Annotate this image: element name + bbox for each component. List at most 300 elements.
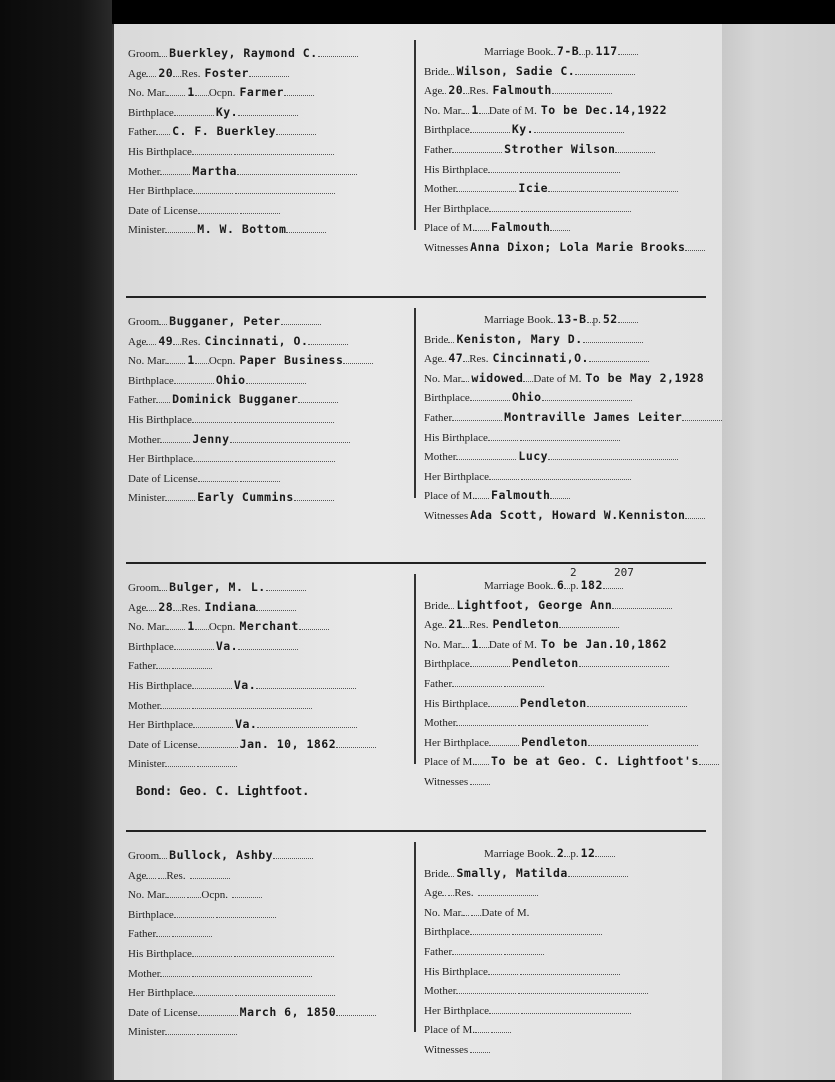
- label-mother: Mother: [424, 451, 457, 464]
- record-divider: [126, 296, 706, 298]
- dotted-fill-line: [167, 897, 185, 898]
- groom-row: [128, 46, 358, 64]
- bride-row: [424, 64, 635, 82]
- groom-date-of-license: March 6, 1850: [239, 1004, 337, 1019]
- groom-date-of-license: Jan. 10, 1862: [239, 736, 337, 751]
- label-father: Father: [128, 394, 157, 407]
- bride-place-of-m-row: [424, 488, 570, 506]
- dotted-fill-line: [286, 232, 326, 233]
- bride-date-of-m: To be Dec.14,1922: [540, 102, 668, 117]
- dotted-fill-line: [156, 402, 170, 403]
- dotted-fill-line: [550, 230, 570, 231]
- dotted-fill-line: [190, 878, 230, 879]
- label-mother: Mother: [128, 433, 161, 446]
- dotted-fill-line: [456, 191, 516, 192]
- dotted-fill-line: [452, 686, 502, 687]
- groom-no-mar: 1: [187, 619, 195, 634]
- dotted-fill-line: [195, 363, 209, 364]
- groom-res: Indiana: [204, 599, 257, 614]
- dotted-fill-line: [448, 342, 454, 343]
- bride-no-mar-row: [424, 371, 704, 389]
- groom-father: C. F. Buerkley: [172, 124, 277, 139]
- dotted-fill-line: [615, 152, 655, 153]
- label-mother: Mother: [128, 699, 161, 712]
- groom-father-row: [128, 124, 316, 142]
- dotted-fill-line: [521, 211, 631, 212]
- dotted-fill-line: [478, 895, 538, 896]
- dotted-fill-line: [165, 232, 195, 233]
- dotted-fill-line: [504, 954, 544, 955]
- label-age: Age: [424, 619, 443, 632]
- groom-name: Bugganer, Peter: [169, 314, 281, 328]
- marriage-book-number: 2: [556, 846, 565, 860]
- groom-her-birthplace-row: [128, 717, 357, 735]
- bride-name: Smally, Matilda: [456, 865, 568, 880]
- dotted-fill-line: [238, 649, 298, 650]
- dotted-fill-line: [512, 934, 602, 935]
- dotted-fill-line: [456, 725, 516, 726]
- dotted-fill-line: [470, 132, 510, 133]
- dotted-fill-line: [159, 590, 167, 591]
- dotted-fill-line: [475, 498, 489, 499]
- groom-license-row: [128, 1005, 376, 1023]
- bride-witnesses-row: [424, 774, 490, 792]
- bride-row: [424, 866, 628, 884]
- dotted-fill-line: [575, 74, 635, 75]
- bride-mother: Icie: [518, 181, 549, 196]
- groom-his-birthplace-row: [128, 144, 334, 162]
- dotted-fill-line: [618, 322, 638, 323]
- dotted-fill-line: [234, 956, 334, 957]
- groom-row: [128, 580, 306, 598]
- dotted-fill-line: [146, 878, 156, 879]
- bride-age-row: [424, 617, 619, 635]
- dotted-fill-line: [520, 974, 620, 975]
- label-res: Res.: [181, 601, 201, 614]
- dotted-fill-line: [521, 479, 631, 480]
- label-date-of-license: Date of License: [128, 472, 198, 485]
- label-minister: Minister: [128, 1026, 166, 1039]
- dotted-fill-line: [488, 706, 518, 707]
- groom-birthplace: Va.: [215, 638, 239, 653]
- label-his-birthplace: His Birthplace: [424, 163, 488, 176]
- bride-place-of-m-row: [424, 220, 570, 238]
- label-ocpn: Ocpn.: [208, 355, 236, 368]
- groom-row: [128, 848, 313, 866]
- label-no-mar: No. Mar.: [128, 889, 168, 902]
- dotted-fill-line: [174, 649, 214, 650]
- bride-place-of-m: Falmouth: [491, 488, 551, 503]
- bride-witnesses: Anna Dixon; Lola Marie Brooks: [470, 240, 686, 254]
- label-bride: Bride: [424, 65, 449, 78]
- dotted-fill-line: [198, 747, 238, 748]
- dotted-fill-line: [534, 132, 624, 133]
- label-no-mar: No. Mar.: [424, 906, 464, 919]
- label-marriage-book: Marriage Book: [484, 848, 551, 860]
- dotted-fill-line: [559, 627, 619, 628]
- dotted-fill-line: [165, 1034, 195, 1035]
- dotted-fill-line: [266, 590, 306, 591]
- label-father: Father: [424, 144, 453, 156]
- column-divider: [414, 574, 416, 764]
- dotted-fill-line: [294, 500, 334, 501]
- dotted-fill-line: [173, 76, 181, 77]
- dotted-fill-line: [160, 442, 190, 443]
- bride-father-row: [424, 142, 655, 160]
- groom-name: Bulger, M. L.: [169, 580, 266, 594]
- dotted-fill-line: [249, 76, 289, 77]
- bride-place-of-m: Falmouth: [491, 220, 551, 235]
- bride-witnesses-row: [424, 508, 705, 526]
- dotted-fill-line: [165, 500, 195, 501]
- book-number-note: 2: [570, 566, 577, 579]
- bride-no-mar-row: [424, 637, 667, 655]
- page-number-note: 207: [614, 566, 634, 579]
- label-birthplace: Birthplace: [128, 908, 174, 921]
- label-father: Father: [128, 660, 157, 673]
- label-ocpn: Ocpn.: [208, 621, 236, 634]
- label-groom: Groom: [128, 582, 160, 594]
- label-no-mar: No. Mar.: [128, 621, 168, 634]
- marriage-book-page: 12: [580, 846, 596, 860]
- column-divider: [414, 842, 416, 1032]
- bride-res: Cincinnati,O.: [492, 351, 589, 366]
- groom-her-birthplace-row: [128, 985, 335, 1003]
- groom-mother: Martha: [192, 163, 237, 178]
- label-bride: Bride: [424, 599, 449, 612]
- dotted-fill-line: [475, 230, 489, 231]
- groom-res: Foster: [204, 65, 249, 80]
- groom-age: 20: [158, 65, 174, 80]
- label-father: Father: [424, 412, 453, 424]
- record-divider: [126, 562, 706, 564]
- groom-age: 28: [158, 599, 174, 614]
- record-divider: [126, 830, 706, 832]
- label-date-of-m: Date of M.: [488, 638, 537, 651]
- dotted-fill-line: [167, 95, 185, 96]
- dotted-fill-line: [520, 440, 620, 441]
- dotted-fill-line: [240, 481, 280, 482]
- bride-witnesses-row: [424, 240, 705, 258]
- bride-his-birthplace-row: [424, 162, 620, 180]
- label-no-mar: No. Mar.: [424, 638, 464, 651]
- bride-birthplace-row: [424, 390, 632, 408]
- dotted-fill-line: [160, 708, 190, 709]
- groom-his-birthplace-row: [128, 412, 334, 430]
- label-res: Res.: [454, 887, 474, 900]
- dotted-fill-line: [246, 383, 306, 384]
- groom-birthplace: Ky.: [215, 104, 239, 119]
- bride-name: Wilson, Sadie C.: [456, 63, 576, 78]
- groom-father: Dominick Bugganer: [172, 392, 299, 407]
- marriage-record-card: [114, 566, 724, 842]
- label-no-mar: No. Mar.: [128, 355, 168, 368]
- label-age: Age: [424, 887, 443, 900]
- dotted-fill-line: [452, 152, 502, 153]
- bride-birthplace-row: [424, 924, 602, 942]
- groom-name: Buerkley, Raymond C.: [169, 46, 318, 60]
- dotted-fill-line: [548, 191, 678, 192]
- label-her-birthplace: Her Birthplace: [424, 736, 490, 749]
- label-father: Father: [128, 126, 157, 139]
- groom-mother-row: [128, 432, 350, 450]
- dotted-fill-line: [452, 954, 502, 955]
- groom-license-row: [128, 471, 280, 489]
- dotted-fill-line: [682, 420, 722, 421]
- dotted-fill-line: [193, 461, 233, 462]
- dotted-fill-line: [489, 479, 519, 480]
- label-place-of-m: Place of M.: [424, 222, 476, 235]
- dotted-fill-line: [504, 686, 544, 687]
- groom-mother-row: [128, 966, 312, 984]
- groom-mother: Jenny: [192, 431, 230, 446]
- dotted-fill-line: [192, 688, 232, 689]
- dotted-fill-line: [156, 668, 170, 669]
- marriage-record-card: [114, 40, 724, 308]
- dotted-fill-line: [551, 856, 555, 857]
- marriage-record-card: [114, 842, 724, 1082]
- label-age: Age: [128, 869, 147, 882]
- dotted-fill-line: [174, 917, 214, 918]
- dotted-fill-line: [167, 363, 185, 364]
- label-marriage-book: Marriage Book: [484, 314, 551, 326]
- dotted-fill-line: [551, 54, 555, 55]
- label-birthplace: Birthplace: [128, 106, 174, 119]
- bride-age-row: [424, 83, 612, 101]
- bride-her-birthplace-row: [424, 735, 698, 753]
- label-his-birthplace: His Birthplace: [424, 431, 488, 444]
- dotted-fill-line: [523, 381, 533, 382]
- dotted-fill-line: [198, 1015, 238, 1016]
- groom-no-mar: 1: [187, 353, 195, 368]
- label-his-birthplace: His Birthplace: [424, 965, 488, 978]
- groom-license-row: [128, 737, 376, 755]
- groom-birthplace-row: [128, 373, 306, 391]
- dotted-fill-line: [198, 481, 238, 482]
- label-res: Res.: [166, 869, 186, 882]
- dotted-fill-line: [448, 876, 454, 877]
- marriage-book-row: [484, 578, 623, 596]
- label-his-birthplace: His Birthplace: [424, 697, 488, 710]
- dotted-fill-line: [442, 627, 446, 628]
- dotted-fill-line: [685, 518, 705, 519]
- groom-father-row: [128, 658, 212, 676]
- label-age: Age: [424, 353, 443, 366]
- label-witnesses: Witnesses: [424, 510, 469, 522]
- dotted-fill-line: [146, 610, 156, 611]
- label-place-of-m: Place of M.: [424, 490, 476, 503]
- bride-his-birthplace-row: [424, 696, 687, 714]
- dotted-fill-line: [240, 213, 280, 214]
- label-no-mar: No. Mar.: [424, 104, 464, 117]
- groom-ocpn: Farmer: [239, 85, 284, 100]
- dotted-fill-line: [442, 895, 446, 896]
- marriage-book-row: [484, 312, 638, 330]
- dotted-fill-line: [618, 54, 638, 55]
- dotted-fill-line: [589, 361, 649, 362]
- dotted-fill-line: [587, 706, 687, 707]
- dotted-fill-line: [463, 113, 469, 114]
- bride-father-row: [424, 676, 544, 694]
- bride-age: 47: [448, 351, 464, 366]
- dotted-fill-line: [470, 1052, 490, 1053]
- bride-birthplace-row: [424, 122, 624, 140]
- dotted-fill-line: [491, 1032, 511, 1033]
- dotted-fill-line: [603, 588, 623, 589]
- dotted-fill-line: [174, 383, 214, 384]
- label-bride: Bride: [424, 333, 449, 346]
- dotted-fill-line: [159, 324, 167, 325]
- label-marriage-book: Marriage Book: [484, 46, 551, 58]
- bride-no-mar: 1: [471, 636, 479, 651]
- dotted-fill-line: [448, 608, 454, 609]
- groom-birthplace-row: [128, 907, 276, 925]
- groom-his-birthplace: Va.: [233, 678, 257, 692]
- bride-date-of-m: To be Jan.10,1862: [540, 636, 668, 651]
- label-birthplace: Birthplace: [424, 124, 470, 137]
- label-father: Father: [128, 928, 157, 941]
- label-birthplace: Birthplace: [128, 374, 174, 387]
- bride-her-birthplace: Pendleton: [521, 734, 588, 749]
- dotted-fill-line: [256, 688, 356, 689]
- dotted-fill-line: [471, 915, 481, 916]
- label-date-of-license: Date of License: [128, 738, 198, 751]
- marriage-book-row: [484, 846, 615, 864]
- groom-license-row: [128, 203, 280, 221]
- dotted-fill-line: [257, 727, 357, 728]
- label-date-of-m: Date of M.: [488, 104, 537, 117]
- left-border: [0, 0, 112, 1080]
- dotted-fill-line: [197, 766, 237, 767]
- label-res: Res.: [181, 67, 201, 80]
- dotted-fill-line: [318, 56, 358, 57]
- label-marriage-book: Marriage Book: [484, 580, 551, 592]
- bride-her-birthplace-row: [424, 201, 631, 219]
- dotted-fill-line: [452, 420, 502, 421]
- marriage-book-number: 6: [556, 578, 565, 592]
- dotted-fill-line: [235, 193, 335, 194]
- marriage-book-number: 7-B: [556, 44, 580, 58]
- label-birthplace: Birthplace: [424, 392, 470, 405]
- dotted-fill-line: [470, 400, 510, 401]
- label-age: Age: [128, 601, 147, 614]
- bride-res: Pendleton: [492, 617, 560, 632]
- dotted-fill-line: [470, 784, 490, 785]
- label-mother: Mother: [424, 183, 457, 196]
- dotted-fill-line: [193, 995, 233, 996]
- dotted-fill-line: [156, 936, 170, 937]
- dotted-fill-line: [699, 764, 719, 765]
- bride-father-row: [424, 944, 544, 962]
- dotted-fill-line: [146, 344, 156, 345]
- bride-no-mar: widowed: [471, 370, 524, 385]
- dotted-fill-line: [463, 647, 469, 648]
- label-witnesses: Witnesses: [424, 242, 469, 254]
- label-witnesses: Witnesses: [424, 1044, 469, 1056]
- bride-res: Falmouth: [492, 83, 552, 98]
- bride-age-row: [424, 885, 538, 903]
- dotted-fill-line: [588, 745, 698, 746]
- bride-birthplace: Pendleton: [511, 656, 579, 671]
- dotted-fill-line: [238, 115, 298, 116]
- column-divider: [414, 308, 416, 498]
- dotted-fill-line: [456, 993, 516, 994]
- label-age: Age: [424, 85, 443, 98]
- dotted-fill-line: [197, 1034, 237, 1035]
- groom-age-row: [128, 334, 348, 352]
- label-res: Res.: [469, 85, 489, 98]
- dotted-fill-line: [174, 115, 214, 116]
- label-his-birthplace: His Birthplace: [128, 146, 192, 158]
- bride-mother-row: [424, 715, 648, 733]
- bride-birthplace-row: [424, 656, 669, 674]
- label-groom: Groom: [128, 48, 160, 60]
- label-his-birthplace: His Birthplace: [128, 680, 192, 692]
- groom-age-row: [128, 66, 289, 84]
- groom-his-birthplace-row: [128, 946, 334, 964]
- bride-mother-row: [424, 449, 678, 467]
- groom-minister: Early Cummins: [197, 490, 294, 505]
- groom-father-row: [128, 926, 212, 944]
- groom-age: 49: [158, 333, 174, 348]
- groom-name: Bullock, Ashby: [169, 848, 274, 862]
- groom-age-row: [128, 600, 296, 618]
- groom-minister-row: [128, 1024, 237, 1042]
- groom-birthplace: Ohio: [215, 372, 246, 387]
- dotted-fill-line: [463, 915, 469, 916]
- label-date-of-license: Date of License: [128, 1006, 198, 1019]
- bride-her-birthplace-row: [424, 1003, 631, 1021]
- label-her-birthplace: Her Birthplace: [128, 719, 194, 732]
- dotted-fill-line: [173, 344, 181, 345]
- label-mother: Mother: [424, 717, 457, 730]
- label-her-birthplace: Her Birthplace: [128, 987, 194, 1000]
- dotted-fill-line: [232, 897, 262, 898]
- dotted-fill-line: [448, 74, 454, 75]
- label-ocpn: Ocpn.: [208, 87, 236, 100]
- dotted-fill-line: [192, 422, 232, 423]
- label-res: Res.: [469, 353, 489, 366]
- dotted-fill-line: [192, 976, 312, 977]
- groom-age-row: [128, 868, 230, 886]
- dotted-fill-line: [235, 995, 335, 996]
- dotted-fill-line: [193, 193, 233, 194]
- dotted-fill-line: [235, 461, 335, 462]
- dotted-fill-line: [192, 708, 312, 709]
- bride-age: 20: [448, 83, 464, 98]
- dotted-fill-line: [187, 897, 201, 898]
- groom-birthplace-row: [128, 105, 298, 123]
- dotted-fill-line: [548, 459, 678, 460]
- dotted-fill-line: [276, 134, 316, 135]
- label-res: Res.: [469, 619, 489, 632]
- bride-mother-row: [424, 181, 678, 199]
- bride-name: Keniston, Mary D.: [456, 331, 583, 346]
- dotted-fill-line: [475, 1032, 489, 1033]
- groom-mother-row: [128, 698, 312, 716]
- dotted-fill-line: [343, 363, 373, 364]
- dotted-fill-line: [336, 747, 376, 748]
- dotted-fill-line: [256, 610, 296, 611]
- bride-date-of-m: To be May 2,1928: [585, 370, 705, 385]
- label-groom: Groom: [128, 850, 160, 862]
- dotted-fill-line: [470, 666, 510, 667]
- label-p: p.: [570, 848, 579, 860]
- groom-no-mar-row: [128, 619, 329, 637]
- bride-name: Lightfoot, George Ann: [456, 597, 613, 612]
- groom-minister-row: [128, 222, 326, 240]
- bride-place-of-m-row: [424, 1022, 511, 1040]
